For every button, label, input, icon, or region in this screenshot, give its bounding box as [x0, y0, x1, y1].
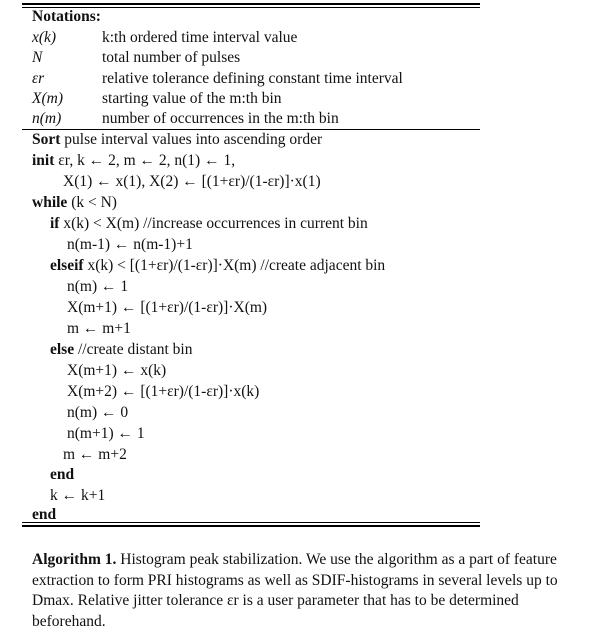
algo-line-end-outer: [32, 506, 56, 524]
notation-rule: [22, 129, 480, 130]
algo-line-end-inner: [50, 466, 74, 484]
statement: m ← m+2: [63, 446, 127, 463]
keyword: end: [32, 506, 57, 523]
algo-line: [67, 320, 131, 338]
statement: x(k) < [(1+εr)/(1-εr)]·X(m) //create adjacent bin: [83, 257, 386, 274]
keyword: else: [50, 341, 75, 358]
notations-heading: Notations:: [32, 8, 101, 25]
algo-line: [67, 299, 267, 317]
algo-line: [63, 446, 127, 464]
notation-description: total number of pulses: [102, 49, 241, 66]
bottom-rule-thick: [22, 525, 480, 527]
algo-line: [67, 425, 145, 443]
statement: m ← m+1: [67, 320, 131, 337]
bottom-rule-thin: [22, 522, 480, 523]
caption-text: Histogram peak stabilization. We use the algorithm as a part of feature extraction to form PRI histograms as well as SDIF-histograms in several levels up to Dmax. Relative jitter tolerance εr is a user parameter that has to be determined beforehand.: [32, 551, 558, 630]
keyword: Sort: [32, 131, 61, 148]
algo-line-sort: [32, 131, 322, 149]
statement: X(m+2) ← [(1+εr)/(1-εr)]·x(k): [67, 383, 260, 400]
algo-line: [67, 404, 128, 422]
statement: n(m-1) ← n(m-1)+1: [67, 236, 193, 253]
algo-line-elseif: [50, 257, 385, 275]
statement: X(m+1) ← x(k): [67, 362, 167, 379]
algo-line: [67, 236, 193, 254]
keyword: if: [50, 215, 60, 232]
notation-description: k:th ordered time interval value: [102, 29, 298, 46]
statement: x(k) < X(m) //increase occurrences in current bin: [59, 215, 368, 232]
keyword: init: [32, 152, 55, 169]
notation-symbol: n(m): [32, 110, 62, 127]
statement: pulse interval values into ascending order: [60, 131, 323, 148]
algo-line: [50, 487, 105, 505]
algo-line: [67, 362, 166, 380]
statement: n(m) ← 0: [67, 404, 129, 421]
notation-symbol: x(k): [32, 29, 57, 46]
keyword: elseif: [50, 257, 84, 274]
statement: X(m+1) ← [(1+εr)/(1-εr)]·X(m): [67, 299, 268, 316]
notation-description: relative tolerance defining constant time interval: [102, 70, 403, 87]
algo-line: [67, 383, 259, 401]
statement: εr, k ← 2, m ← 2, n(1) ← 1,: [54, 152, 236, 169]
algo-line-init-cont: [63, 173, 321, 191]
notation-symbol: N: [32, 49, 43, 66]
statement: X(1) ← x(1), X(2) ← [(1+εr)/(1-εr)]·x(1): [63, 173, 321, 190]
algo-line-if: [50, 215, 368, 233]
statement: n(m) ← 1: [67, 278, 129, 295]
algo-line-init: [32, 152, 235, 170]
algorithm-caption: [32, 550, 580, 632]
notation-symbol: εr: [32, 70, 45, 87]
notation-symbol: X(m): [32, 90, 63, 107]
statement: k ← k+1: [50, 487, 106, 504]
keyword: while: [32, 194, 68, 211]
notation-description: starting value of the m:th bin: [102, 90, 282, 107]
algo-line: [67, 278, 128, 296]
keyword: end: [50, 466, 75, 483]
notation-description: number of occurrences in the m:th bin: [102, 110, 339, 127]
algo-line-else: [50, 341, 192, 359]
statement: //create distant bin: [74, 341, 193, 358]
algo-line-while: [32, 194, 117, 212]
statement: n(m+1) ← 1: [67, 425, 145, 442]
top-rule-thick: [22, 3, 480, 5]
caption-label: Algorithm 1.: [32, 551, 117, 568]
statement: (k < N): [67, 194, 117, 211]
